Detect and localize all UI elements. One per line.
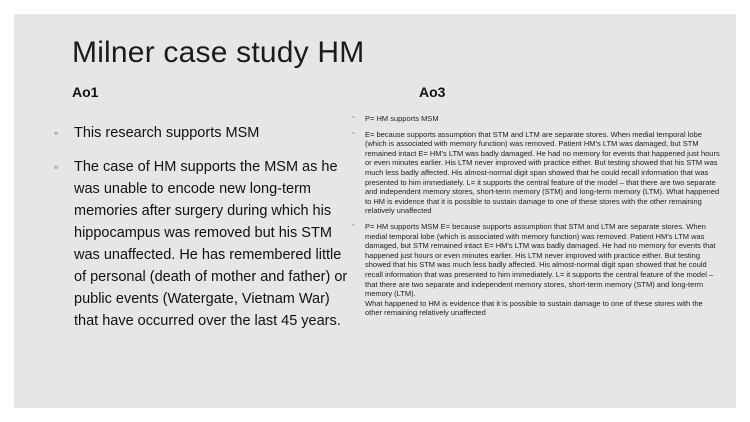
ao3-trailing-text: What happened to HM is evidence that it is possible to sustain damage to one of these stores with the other remaining relatively unaffected (365, 298, 703, 318)
ao3-bullet (350, 222, 720, 318)
slide-title: Milner case study HM (72, 36, 365, 69)
ao3-bullet-text: E= because supports assumption that STM and LTM are separate stores. When medial temporal lobe (which is associated with memory function) was removed. Patient HM’s LTM was damaged, but STM remained intact E= HM’s LTM was badly damaged. He had no memory for events that happened just hours or even minutes earlier. His LTM never improved with practice either. But testing showed that his STM was much less badly affected. His almost-normal digit span showed that he could recall information that was presented to him immediately. L= it supports the central feature of the model – that there are two separate and independent memory stores, short-term memory (STM) and long-term memory (LTM). What happened to HM is evidence that it is possible to sustain damage to one of these stores with the other remaining relatively unaffected (365, 129, 720, 216)
ao3-bullet (350, 130, 720, 216)
ao1-bullet-text: The case of HM supports the MSM as he was unable to encode new long-term memories after surgery during which his hippocampus was removed but his STM was unaffected. He has remembered little of personal (death of mother and father) or public events (Watergate, Vietnam War) that have occurred over the last 45 years. (74, 159, 348, 329)
slide (14, 14, 736, 408)
ao3-heading: Ao3 (419, 84, 446, 100)
bullet-circle-icon: ◦ (352, 114, 355, 121)
ao1-content (54, 122, 354, 344)
ao3-bullet-text: P= HM supports MSM (365, 114, 439, 123)
bullet-circle-icon: ◦ (352, 129, 355, 137)
ao3-content (350, 114, 720, 324)
bullet-circle-icon: ◦ (352, 221, 355, 229)
bullet-circle-icon: ◦ (54, 160, 59, 174)
ao1-bullet (54, 122, 354, 144)
ao1-bullet-text: This research supports MSM (74, 125, 260, 141)
bullet-circle-icon: ◦ (54, 126, 59, 140)
ao1-heading: Ao1 (72, 84, 99, 100)
ao3-bullet-text: P= HM supports MSM E= because supports assumption that STM and LTM are separate stores. When medial temporal lobe (which is associated with memory function) was removed. Patient HM’s LTM was damaged, but STM remained intact E= HM’s LTM was badly damaged. He had no memory for events that happened just hours or even minutes earlier. His LTM never improved with practice either. But testing showed that his STM was much less badly affected. His almost-normal digit span showed that he could recall information that was presented to him immediately. L= it supports the central feature of the model – that there are two separate and independent memory stores, short-term memory (STM) and long-term memory (LTM). (365, 221, 716, 299)
ao1-bullet (54, 156, 354, 332)
ao3-bullet (350, 114, 720, 124)
